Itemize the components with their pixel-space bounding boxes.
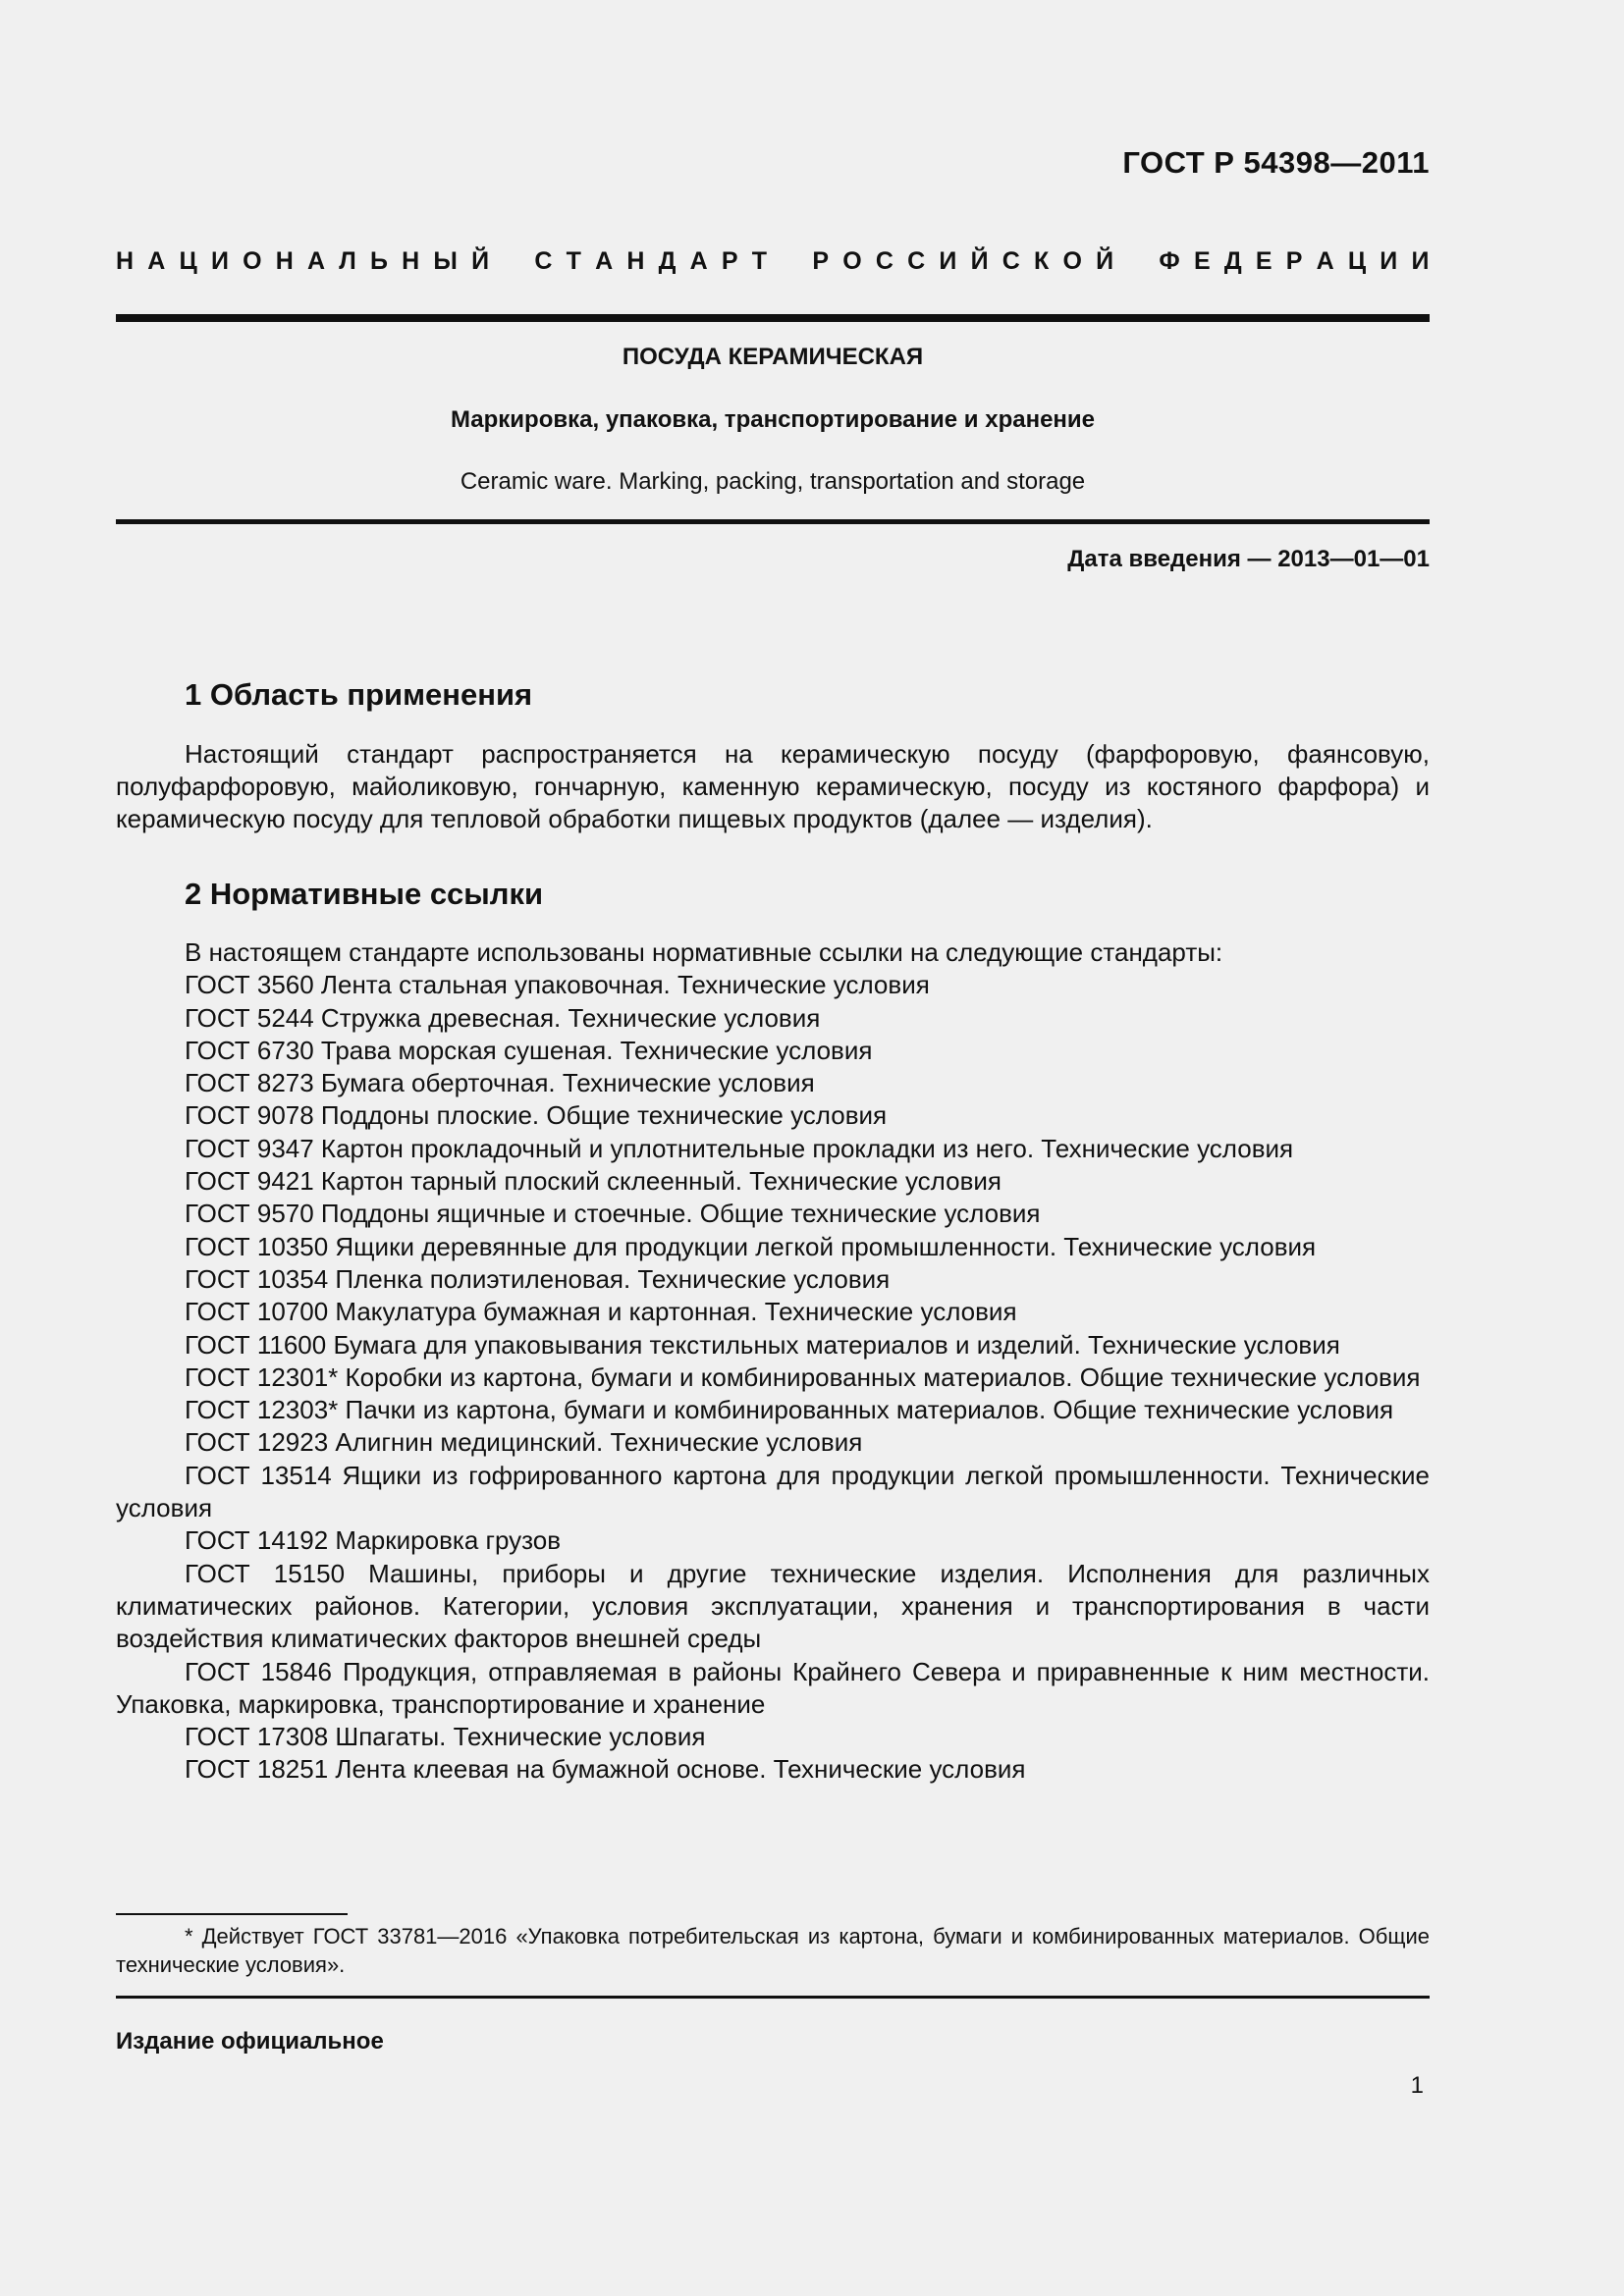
banner-letter: Й — [471, 247, 490, 275]
reference-item: ГОСТ 18251 Лента клеевая на бумажной основе. Технические условия — [185, 1754, 1026, 1785]
normative-references-list — [116, 936, 1430, 1787]
reference-item: ГОСТ 8273 Бумага оберточная. Технические условия — [185, 1068, 815, 1098]
reference-item: ГОСТ 12301* Коробки из картона, бумаги и комбинированных материалов. Общие технические условия — [185, 1362, 1421, 1392]
reference-item: ГОСТ 9078 Поддоны плоские. Общие технические условия — [185, 1100, 888, 1131]
title-bottom-rule — [116, 519, 1430, 524]
banner-letter: С — [875, 247, 893, 275]
reference-item: ГОСТ 10350 Ящики деревянные для продукции легкой промышленности. Технические условия — [185, 1231, 1317, 1261]
document-subtitle: Маркировка, упаковка, транспортирование и хранение — [450, 406, 1096, 433]
top-rule — [116, 314, 1430, 322]
banner-letter: Л — [339, 247, 356, 275]
footnote: * Действует ГОСТ 33781—2016 «Упаковка потребительская из картона, бумаги и комбинированных материалов. Общие технические условия». — [116, 1924, 1430, 1977]
banner-letter: Е — [1255, 247, 1272, 275]
banner-letter: А — [689, 247, 708, 275]
references-intro: В настоящем стандарте использованы нормативные ссылки на следующие стандарты: — [185, 937, 1223, 967]
reference-item: ГОСТ 9421 Картон тарный плоский склеенный. Технические условия — [185, 1166, 1002, 1197]
banner-letter: Н — [626, 247, 645, 275]
banner-letter: Р — [1285, 247, 1303, 275]
banner-letter: Ь — [369, 247, 388, 275]
banner-letter: С — [907, 247, 926, 275]
english-title: Ceramic ware. Marking, packing, transportation and storage — [460, 468, 1086, 495]
banner-word-gap — [503, 247, 520, 276]
banner-letter: А — [307, 247, 326, 275]
banner-letter: С — [1001, 247, 1020, 275]
introduction-date: Дата введения — 2013—01—01 — [1067, 546, 1430, 572]
banner-letter: Ы — [433, 247, 458, 275]
footer-rule — [116, 1996, 1430, 1999]
reference-item: ГОСТ 3560 Лента стальная упаковочная. Технические условия — [185, 970, 930, 1000]
document-page — [116, 0, 1430, 2296]
footnote-rule — [116, 1913, 348, 1915]
banner-letter: Е — [1193, 247, 1211, 275]
banner-letter: Т — [751, 247, 768, 275]
banner-letter: А — [595, 247, 614, 275]
banner-letter: Ф — [1159, 247, 1180, 275]
banner-letter: Н — [116, 247, 135, 275]
banner-letter: И — [939, 247, 957, 275]
reference-item: ГОСТ 9570 Поддоны ящичные и стоечные. Общие технические условия — [185, 1199, 1041, 1229]
reference-item: ГОСТ 17308 Шпагаты. Технические условия — [185, 1722, 706, 1752]
reference-item: ГОСТ 13514 Ящики из гофрированного картона для продукции легкой промышленности. Технические условия — [116, 1460, 1430, 1523]
section-1-text: Настоящий стандарт распространяется на керамическую посуду (фарфоровую, фаянсовую, полуфарфоровую, майоликовую, гончарную, каменную керамическую, посуду из костяного фарфора) и керамическую посуду для тепловой обработки пищевых продуктов (далее — изделия). — [116, 739, 1430, 833]
banner-letter: И — [1411, 247, 1430, 275]
banner-letter: Д — [658, 247, 677, 275]
document-code: ГОСТ Р 54398—2011 — [1122, 145, 1430, 180]
reference-item: ГОСТ 12303* Пачки из картона, бумаги и комбинированных материалов. Общие технические условия — [185, 1395, 1394, 1425]
banner-letter: О — [842, 247, 862, 275]
section-2-heading: 2 Нормативные ссылки — [185, 877, 544, 911]
banner-letter: Ц — [1347, 247, 1367, 275]
reference-item: ГОСТ 15150 Машины, приборы и другие технические изделия. Исполнения для различных климатических районов. Категории, условия эксплуатации, хранения и транспортирования в части воздействия климатических факторов внешней среды — [116, 1558, 1430, 1654]
reference-item: ГОСТ 9347 Картон прокладочный и уплотнительные прокладки из него. Технические условия — [185, 1133, 1294, 1163]
banner-letter: С — [534, 247, 553, 275]
reference-item: ГОСТ 10354 Пленка полиэтиленовая. Технические условия — [185, 1263, 891, 1294]
official-edition-label: Издание официальное — [116, 2028, 384, 2055]
reference-item: ГОСТ 15846 Продукция, отправляемая в районы Крайнего Севера и приравненные к ним местности. Упаковка, маркировка, транспортирование и хранение — [116, 1656, 1430, 1719]
banner-letter: Р — [812, 247, 830, 275]
reference-item: ГОСТ 11600 Бумага для упаковывания текстильных материалов и изделий. Технические условия — [185, 1329, 1340, 1360]
page-number: 1 — [1410, 2072, 1424, 2099]
reference-item: ГОСТ 5244 Стружка древесная. Технические условия — [185, 1002, 821, 1033]
banner-letter: Т — [566, 247, 581, 275]
banner-letter: А — [147, 247, 166, 275]
banner-letter: Й — [1096, 247, 1114, 275]
banner-letter: Р — [721, 247, 738, 275]
banner-word-gap — [781, 247, 798, 276]
banner-letter: О — [1062, 247, 1082, 275]
banner-letter: И — [210, 247, 229, 275]
reference-item: ГОСТ 6730 Трава морская сушеная. Технические условия — [185, 1035, 873, 1065]
banner-letter: Д — [1223, 247, 1242, 275]
banner-letter: А — [1316, 247, 1334, 275]
banner-letter: О — [243, 247, 262, 275]
reference-item: ГОСТ 12923 Алигнин медицинский. Технические условия — [185, 1427, 863, 1458]
national-standard-banner — [116, 247, 1430, 276]
banner-letter: И — [1380, 247, 1398, 275]
banner-letter: Н — [275, 247, 294, 275]
reference-item: ГОСТ 14192 Маркировка грузов — [185, 1525, 562, 1556]
banner-letter: Й — [970, 247, 989, 275]
banner-letter: Н — [402, 247, 420, 275]
reference-item: ГОСТ 10700 Макулатура бумажная и картонная. Технические условия — [185, 1297, 1017, 1327]
banner-letter: Ц — [179, 247, 197, 275]
banner-letter: К — [1033, 247, 1050, 275]
document-title: ПОСУДА КЕРАМИЧЕСКАЯ — [622, 344, 924, 370]
section-1-heading: 1 Область применения — [185, 677, 533, 712]
banner-word-gap — [1127, 247, 1145, 276]
